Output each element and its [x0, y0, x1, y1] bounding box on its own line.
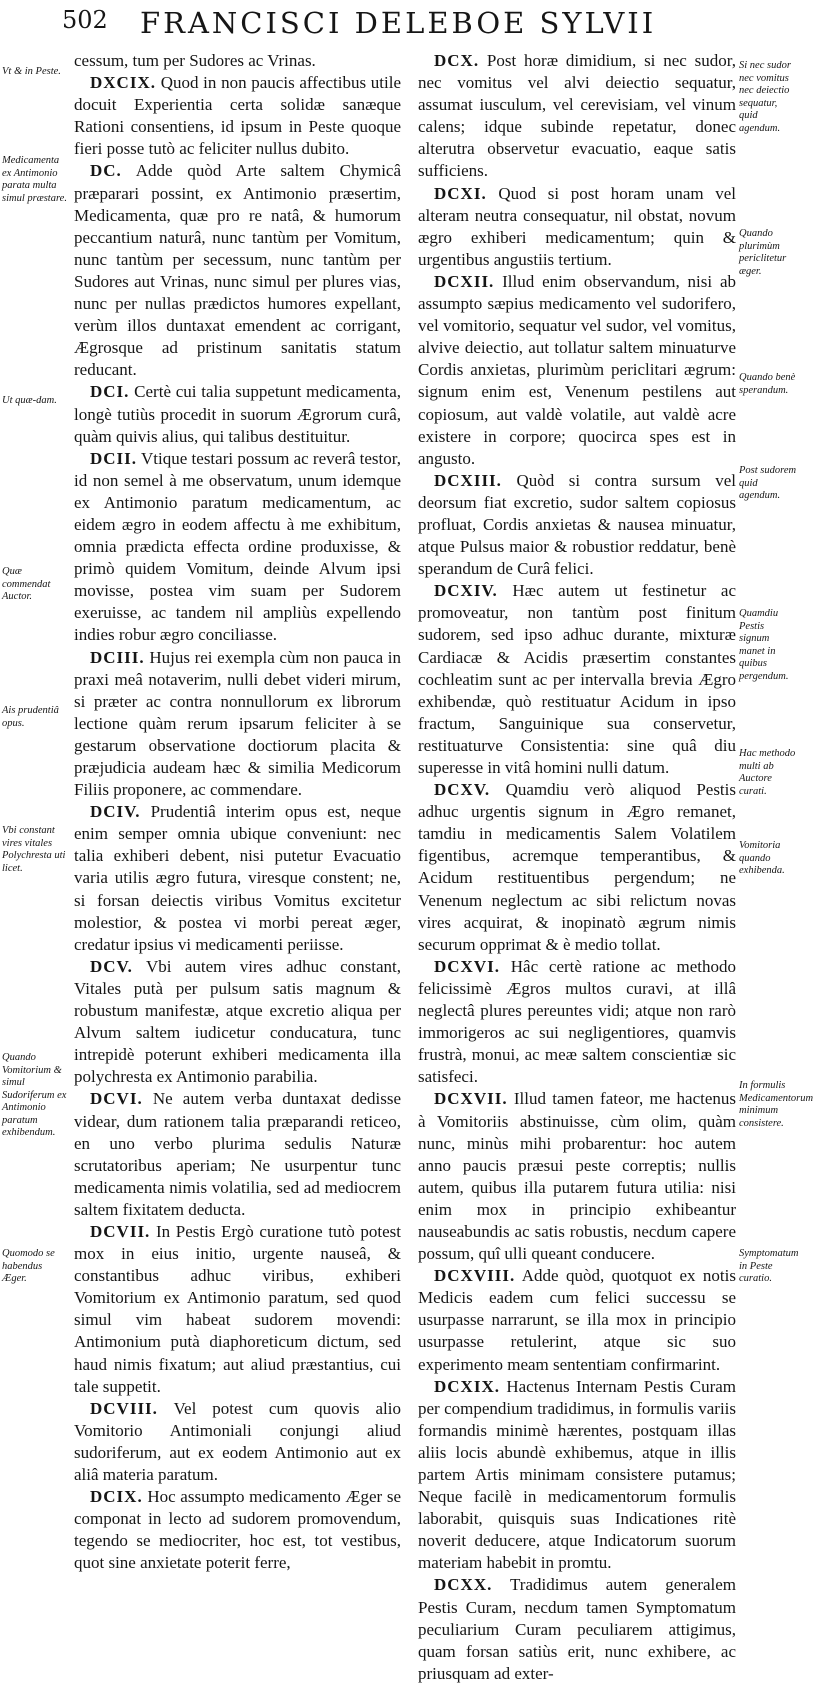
margin-note: Quando benè sperandum.	[739, 372, 796, 396]
running-head: FRANCISCI DELEBOE SYLVII	[140, 6, 657, 40]
paragraph	[74, 1398, 401, 1486]
paragraph-text: Certè cui talia suppetunt medicamenta, longè tutiùs procedit in suorum Ægrorum curâ, quàm quivis alius, qui talibus destituitur.	[74, 382, 401, 446]
margin-note: Quæ commendat Auctor.	[2, 566, 51, 602]
paragraph-text: Illud enim observandum, nisi ab assumpto sæpius medicamento vel sudorifero, vel vomitorio, sequatur vel sudor, vel vomitus, alvive deiectio, aut tollatur saltem minuaturve Cordis anxietas, plurimùm periclitari ægrum: signum enim est, Venenum pestilens aut copiosum, aut valdè volatile, aut valdè acre existere in corpore; quocirca spes est in angusto.	[418, 271, 736, 468]
paragraph	[74, 1221, 401, 1398]
section-number: DCXIX.	[434, 1376, 500, 1396]
margin-note: Quando plurimùm periclitetur æger.	[739, 228, 787, 277]
section-number: DCXII.	[434, 271, 495, 291]
paragraph-text: In Pestis Ergò curatione tutò potest mox in eius initio, urgente nauseâ, & constantibus adhuc viribus, exhiberi Vomitorium ex Antimonio paratum, sed quod simul vim habeat sudorem movendi: Antimonium putà diaphoreticum dictum, sed haud nimis fixatum; aut aliud præstantius, cui tale suppetit.	[74, 1221, 402, 1396]
paragraph-text: Ne autem verba duntaxat dedisse videar, dum rationem talia præparandi reticeo, en uno verbo plurima sedulis Naturæ scrutatoribus aperiam; Ne usurpentur tunc medicamenta nimis volatilia, sed ad mediocrem saltem fixitatem deducta.	[74, 1089, 401, 1219]
paragraph-text: Tradidimus autem generalem Pestis Curam, necdum tamen Symptomatum peculiarium Curam peculiarem attigimus, quam forsan satiùs erit, nunc exhibere, ac priusquam ad exter-	[418, 1575, 736, 1683]
section-number: DCXIV.	[434, 581, 498, 601]
section-number: DCIX.	[90, 1487, 143, 1507]
paragraph-text: Quamdiu verò aliquod Pestis adhuc urgentis signum in Ægro remanet, tamdiu in medicamentis Salem Volatilem figentibus, acremque temperantibus, & Acidum restituentibus pergendum; ne Venenum neglectum ac sibi relictum novas vires acquirat, & inopinatò ægrum nimis securum opprimat & è medio tollat.	[418, 780, 736, 954]
paragraph	[418, 183, 736, 271]
margin-note: Hac methodo multi ab Auctore curati.	[739, 748, 796, 797]
paragraph	[418, 1376, 736, 1575]
left-text-column	[74, 50, 402, 1573]
section-number: DCII.	[90, 448, 138, 468]
section-number: DCXVII.	[434, 1089, 508, 1109]
paragraph	[418, 1088, 736, 1265]
margin-note: In formulis Medicamentorum minimum consistere.	[739, 1080, 813, 1129]
paragraph-text: Vel potest cum quovis alio Vomitorio Antimoniali conjungi aliud sudoriferum, aut ex eodem Antimonio aut ex aliâ materia paratum.	[74, 1398, 401, 1484]
section-number: DCI.	[90, 382, 130, 402]
section-number: DCV.	[90, 956, 133, 976]
margin-note: Symptomatum in Peste curatio.	[739, 1248, 799, 1284]
section-number: DCIII.	[90, 647, 145, 667]
right-text-column	[418, 50, 737, 1683]
paragraph-text: Illud tamen fateor, me hactenus à Vomitoriis abstinuisse, cùm olim, quàm nunc, minùs mihi probarentur: hoc autem anno paucis præsui peste correptis; nullis autem, quibus illa putarem futura utilia: nisi enim mox in principio exhibeantur nauseabundis ac satis robustis, necdum capere possum, quî ulli queant conducere.	[418, 1089, 737, 1264]
paragraph	[418, 779, 736, 956]
paragraph	[418, 1265, 736, 1375]
margin-note: Quomodo se habendus Æger.	[2, 1248, 55, 1284]
paragraph	[418, 50, 736, 183]
margin-note: Vomitoria quando exhibenda.	[739, 840, 785, 876]
section-number: DCXX.	[434, 1575, 493, 1595]
paragraph-text: Quod in non paucis affectibus utile docuit Experientia certa solidæ sanæque Rationi consentiens, id ipsum in Peste quoque fieri posse tutò ac feliciter nullus dubito.	[74, 73, 402, 159]
paragraph-text: Hâc certè ratione ac methodo felicissimè Ægros multos curavi, at illâ neglectâ plures pereuntes vidi; atque non rarò immorigeros ac sui negligentiores, quamvis frustrà, monui, ac meæ saltem conscientiæ sic satisfeci.	[418, 956, 737, 1087]
paragraph: cessum, tum per Sudores ac Vrinas.	[74, 51, 316, 70]
margin-note: Vt & in Peste.	[2, 66, 61, 77]
paragraph-text: Hæc autem ut festinetur ac promoveatur, non tantùm post finitum sudorem, sed ipso adhuc durante, mixturæ Cardiacæ & Acidis præsertim constantes cochleatim sunt ac per intervalla brevia Ægro exhibendæ, quò restituatur Acidum in ipso fractum, Sanguinique sua conservetur, restituaturve Consistentia: sine quâ diu superesse in vitâ homini nulli datum.	[418, 581, 737, 777]
paragraph	[74, 160, 401, 381]
paragraph-text: Post horæ dimidium, si nec sudor, nec vomitus vel alvi deiectio sequatur, assumat iusculum, vel cerevisiam, vel vinum calens; idque subinde repetatur, donec alterutra observetur evacuatio, eaque satis sufficiens.	[418, 51, 736, 181]
paragraph	[74, 647, 401, 802]
section-number: DC.	[90, 161, 122, 181]
paragraph	[74, 801, 401, 956]
paragraph	[74, 448, 401, 647]
paragraph-text: Adde quòd Arte saltem Chymicâ præparari possint, ex Antimonio præsertim, Medicamenta, quæ pro re natâ, & humorum peccantium naturâ, nunc tantùm per Vomitum, nunc tantùm per secessum, nunc tantùm per Sudores aut Vrinas, nunc simul per plures vias, nunc per nullas prædictos humores expellant, verùm illos duntaxat emendent ac corrigant, Ægrosque ad pristinum sanitatis statum reducant.	[74, 161, 402, 380]
paragraph	[74, 956, 401, 1089]
section-number: DCX.	[434, 51, 480, 70]
section-number: DCXVIII.	[434, 1266, 516, 1286]
paragraph-text: Adde quòd, quotquot ex notis Medicis eadem cum felici successu se usurpasse narrarunt, se illa mox in principio usurpasse retulerint, atque sic suo experimento meam sententiam confirmarint.	[418, 1266, 736, 1374]
margin-note: Vbi constant vires vitales Polychresta uti licet.	[2, 825, 66, 874]
paragraph-text: Quod si post horam unam vel alteram neutra consequatur, nil obstat, novum ægro exhiberi medicamentum; quin & urgentibus angustiis tertium.	[418, 183, 737, 269]
section-number: DCIV.	[90, 802, 141, 822]
paragraph-text: Hactenus Internam Pestis Curam per compendium tradidimus, in formulis variis formandis minimè hærentes, postquam illas aliis locis abundè exhibemus, atque in illis partem Artis minimam consistere putamus; Neque facilè in medicamentorum formulis laborabit, quisquis suas Indicationes ritè noverit deducere, atque Indicatorum suorum materiam habebit in promtu.	[418, 1376, 737, 1573]
section-number: DCVIII.	[90, 1398, 158, 1418]
margin-note: Ut quæ-dam.	[2, 395, 57, 406]
section-number: DCXIII.	[434, 470, 502, 490]
paragraph-text: Hoc assumpto medicamento Æger se componat in lecto ad sudorem promovendum, tegendo se mediocriter, hoc est, tot vestibus, quot sine anxietate poterit ferre,	[74, 1487, 401, 1573]
section-number: DXCIX.	[90, 73, 156, 93]
paragraph	[418, 1574, 736, 1684]
paragraph	[74, 1486, 401, 1574]
margin-note: Quando Vomitorium & simul Sudoriferum ex Antimonio paratum exhibendum.	[2, 1052, 67, 1138]
paragraph-text: Quòd si contra sursum vel deorsum fiat excretio, sudor saltem copiosus profluat, Cordis anxietas & nausea minuatur, atque Pulsus maior & robustior reddatur, benè sperandum de Curâ felici.	[418, 470, 736, 579]
paragraph-text: Vtique testari possum ac reverâ testor, id non semel à me observatum, unum idemque ex Antimonio paratum medicamentum, ac eidem ægro in eodem affectu à me exhibitum, omnia prædicta effecta ordine produxisse, & primò quidem Vomitum, deinde Alvum ipsi movisse, postea vim suam per Sudorem exeruisse, ac tandem nil ampliùs expellendo indies robur ægro conciliasse.	[74, 448, 401, 645]
paragraph-text: Vbi autem vires adhuc constant, Vitales putà per pulsum satis magnum & robustum manifestæ, atque excretio aliqua per Alvum saltem iudicetur conducatura, tunc intrepidè poterunt exhiberi medicamenta illa polychresta ex Antimonio parabilia.	[74, 956, 401, 1087]
section-number: DCXVI.	[434, 956, 500, 976]
section-number: DCVII.	[90, 1221, 151, 1241]
section-number: DCVI.	[90, 1089, 143, 1109]
paragraph	[418, 580, 736, 779]
margin-note: Ais prudentiâ opus.	[2, 705, 59, 729]
margin-note: Post sudorem quid agendum.	[739, 465, 797, 501]
margin-note: Quamdiu Pestis signum manet in quibus pergendum.	[739, 608, 789, 682]
paragraph-text: Hujus rei exempla cùm non pauca in praxi meâ notaverim, nulli debet videri mirum, si præter ac contra nonnullorum ex librorum lectione quàm rerum ipsarum feliciter à se gestarum observatione doctiorum placita & præjudicia audeam hæc & similia Medicorum Filiis proponere, ac commendare.	[74, 647, 401, 800]
page-number: 502	[62, 6, 108, 34]
margin-note: Medicamenta ex Antimonio parata multa simul præstare.	[2, 155, 67, 204]
section-number: DCXV.	[434, 780, 491, 800]
page-header	[0, 6, 800, 46]
section-number: DCXI.	[434, 183, 487, 203]
paragraph	[418, 470, 736, 580]
paragraph	[418, 271, 736, 470]
paragraph	[74, 381, 401, 447]
paragraph-text: Prudentiâ interim opus est, neque enim semper omnia ubique conveniunt: nec talia exhiberi debent, nisi putetur Evacuatio varia utilis ægro futura, viresque constent; ne, si forsan deiectis viribus Vomitus excitetur molestior, & postea vi morbi pereat æger, credatur ipsius vi medicamenti periisse.	[74, 802, 401, 954]
paragraph	[418, 956, 736, 1089]
paragraph	[74, 1088, 401, 1221]
paragraph	[74, 72, 401, 160]
margin-note: Si nec sudor nec vomitus nec deiectio sequatur, quid agendum.	[739, 60, 791, 134]
